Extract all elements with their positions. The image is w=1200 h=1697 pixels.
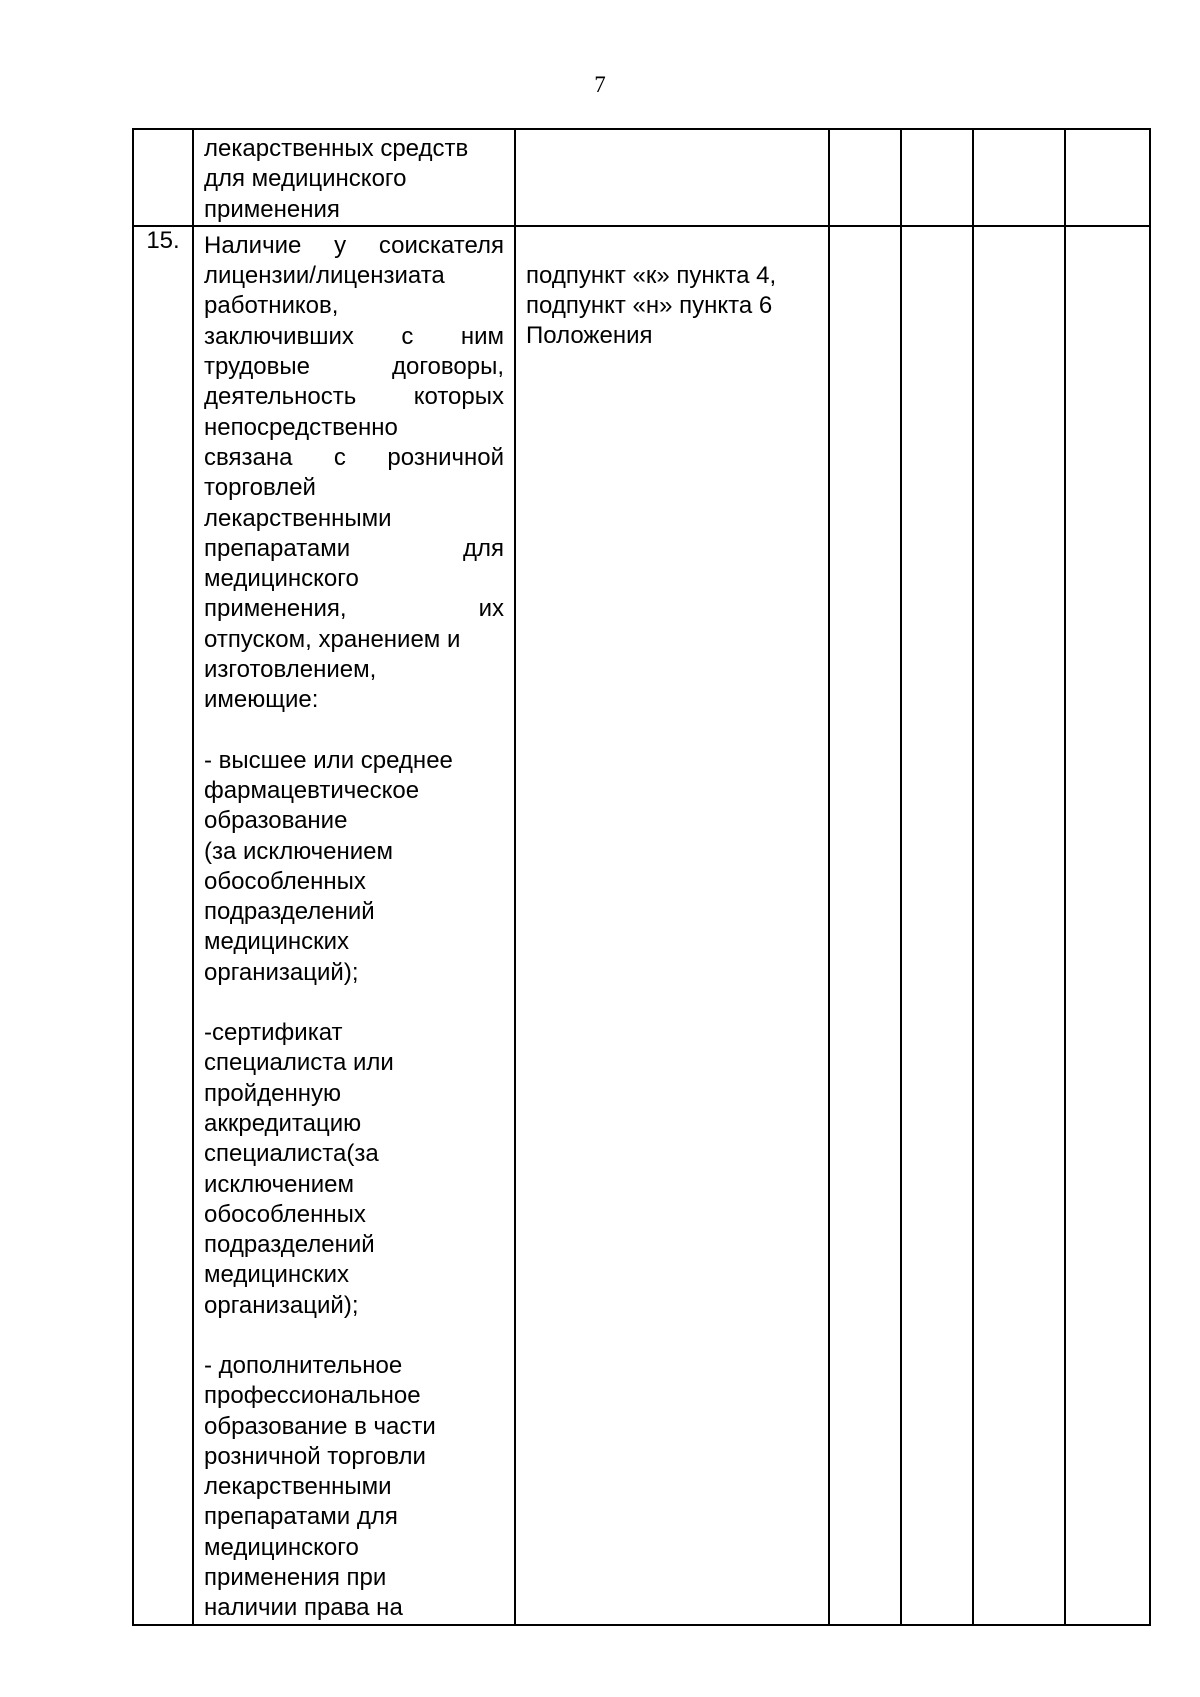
text-line: заключивших с ним [204,322,504,350]
text-line: Положения [526,322,653,350]
text-line: подпункт «к» пункта 4, [526,261,777,289]
text-line: препаратами для [204,534,504,562]
text-line: лицензии/лицензиата [204,262,445,290]
text-line: - высшее или среднее [204,746,453,774]
text-line: специалиста или [204,1049,394,1077]
text-line: работников, [204,292,339,320]
text-line: лекарственными [204,504,392,532]
text-line: подразделений [204,1231,375,1259]
empty-cell [901,226,973,1625]
row-number-cell [133,129,193,226]
row-number: 15. [146,226,180,254]
empty-cell [901,129,973,226]
table-row [133,226,1150,1625]
text-line: обособленных [204,1200,366,1228]
requirements-table [132,128,1151,1626]
text-line: организаций); [204,958,359,986]
empty-cell [1065,129,1150,226]
reference-cell [515,129,829,226]
table-row [133,129,1150,226]
requirement-cell [193,226,515,1625]
text-line: лекарственных средств [204,135,469,162]
text-line: образование [204,807,348,835]
text-line: подразделений [204,898,375,926]
text-line: профессиональное [204,1382,421,1410]
empty-cell [829,226,901,1625]
text-line: применения, их [204,595,504,623]
requirement-cell [193,129,515,226]
empty-cell [973,226,1065,1625]
text-line: медицинских [204,928,350,956]
text-line: лекарственными [204,1473,392,1501]
text-line: связана с розничной [204,443,504,471]
text-line: непосредственно [204,413,398,441]
row-number-cell [133,226,193,1625]
text-line: отпуском, хранением и [204,625,461,653]
text-line: подпункт «н» пункта 6 [526,292,773,320]
text-line: изготовлением, [204,656,377,684]
reference-cell [515,226,829,1625]
page-number: 7 [594,72,606,97]
empty-cell [973,129,1065,226]
text-line: - дополнительное [204,1351,403,1379]
text-line: применения [204,195,340,223]
text-line: применения при [204,1564,387,1592]
empty-cell [1065,226,1150,1625]
text-line: медицинского [204,565,359,593]
text-line: трудовые договоры, [204,353,504,381]
text-line: торговлей [204,474,316,502]
text-line: фармацевтическое [204,776,420,804]
text-line: специалиста(за [204,1140,379,1168]
text-line: медицинского [204,1533,359,1561]
text-line: -сертификат [204,1019,343,1047]
text-line: аккредитацию [204,1109,362,1137]
text-line: обособленных [204,867,366,895]
text-line: образование в части [204,1412,436,1440]
text-line: пройденную [204,1079,341,1107]
text-line: имеющие: [204,686,319,714]
text-line: для медицинского [204,165,407,193]
text-line: исключением [204,1170,355,1198]
text-line: медицинских [204,1261,350,1289]
text-line: препаратами для [204,1503,398,1531]
text-line: (за исключением [204,837,394,865]
text-line: деятельность которых [204,383,504,411]
text-line: наличии права на [204,1594,403,1622]
text-line: организаций); [204,1291,359,1319]
text-line: розничной торговли [204,1442,426,1470]
empty-cell [829,129,901,226]
text-line: Наличие у соискателя [204,231,504,259]
